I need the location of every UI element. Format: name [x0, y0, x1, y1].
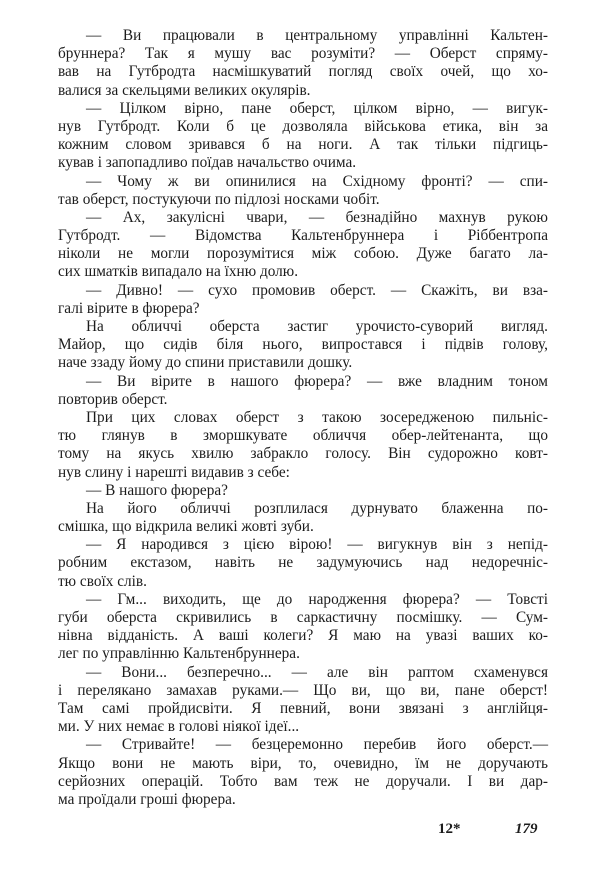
text-line: — Дивно! — сухо промовив оберст. — Скажіть, ви вза-	[86, 281, 548, 299]
text-line: На його обличчі розплилася дурнувато блаженна по-	[86, 499, 548, 517]
text-line: — Гм... виходить, ще до народження фюрера? — Товсті	[86, 590, 548, 608]
text-line: кожним словом зривався б на ноги. А так тільки підгиць-	[58, 136, 548, 154]
text-line: Там самі пройдисвіти. Я певний, вони звязані з англійця-	[58, 699, 548, 717]
text-line: кував і запопадливо поїдав начальство очима.	[58, 154, 357, 172]
text-line: серйозних операцій. Тобто вам теж не доручали. І ви дар-	[58, 772, 548, 790]
text-line: сих шматків випадало на їхню долю.	[58, 263, 299, 281]
text-line: ма проїдали гроші фюрера.	[58, 790, 236, 808]
text-line: ніколи не могли порозумітися між собою. Дуже багато ла-	[58, 245, 548, 263]
text-line: ми. У них немає в голові ніякої ідеї...	[58, 718, 300, 736]
text-line: — Я народився з цією вірою! — вигукнув він з непід-	[86, 536, 548, 554]
text-line: повторив оберст.	[58, 390, 168, 408]
text-line: — Чому ж ви опинилися на Східному фронті? — спи-	[86, 172, 548, 190]
text-line: валися за скельцями великих окулярів.	[58, 81, 311, 99]
text-line: губи оберста скривились в саркастичну посмішку. — Сум-	[58, 609, 548, 626]
text-line: і перелякано замахав руками.— Що ви, що ви, пане оберст!	[58, 681, 548, 699]
text-line: — В нашого фюрера?	[86, 481, 228, 499]
text-line: нівна відданість. А ваші колеги? Я маю на увазі ваших ко-	[58, 627, 548, 645]
text-line: лег по управлінню Кальтенбруннера.	[58, 645, 300, 663]
text-line: тому на якусь хвилю забракло голосу. Він судорожно ковт-	[58, 445, 548, 463]
text-line: робним екстазом, навіть не задумуючись над недоречніс-	[58, 554, 548, 572]
text-line: — Вони... безперечно... — але він раптом схаменувся	[86, 663, 548, 681]
page-body-text	[58, 27, 548, 809]
printer-signature-mark: 12*	[438, 821, 461, 837]
text-line: тю глянув в зморшкувате обличчя обер-лейтенанта, що	[58, 427, 548, 445]
text-line: наче ззаду йому до спини приставили дошку.	[58, 354, 353, 372]
text-line: нув слину і нарешті видавив з себе:	[58, 463, 290, 481]
text-line: Якщо вони не мають віри, то, очевидно, їм не доручають	[58, 754, 548, 772]
text-line: нув Гутбродт. Коли б це дозволяла військова етика, він за	[58, 117, 548, 135]
text-line: тав оберст, постукуючи по підлозі носками чобіт.	[58, 190, 380, 208]
text-line: смішка, що відкрила великі жовті зуби.	[58, 518, 314, 536]
text-line: — Ви вірите в нашого фюрера? — вже владним тоном	[86, 372, 548, 390]
text-line: На обличчі оберста застиг урочисто-суворий вигляд.	[86, 318, 548, 335]
text-line: — Стривайте! — безцеремонно перебив його оберст.—	[86, 736, 548, 754]
text-line: Майор, що сидів біля нього, випростався і підвів голову,	[58, 336, 548, 354]
text-line: — Ви працювали в центральному управлінні Кальтен-	[86, 27, 548, 44]
text-line: бруннера? Так я мушу вас розуміти? — Оберст спряму-	[58, 45, 548, 63]
text-line: тю своїх слів.	[58, 572, 147, 590]
page-number: 179	[515, 821, 538, 837]
text-line: — Ах, закулісні чвари, — безнадійно махнув рукою	[86, 208, 548, 226]
text-line: Гутбродт. — Відомства Кальтенбруннера і Ріббентропа	[58, 227, 548, 245]
text-line: галі вірите в фюрера?	[58, 299, 200, 317]
text-line: — Цілком вірно, пане оберст, цілком вірно, — вигук-	[86, 99, 548, 117]
text-line: вав на Гутбродта насмішкуватий погляд своїх очей, що хо-	[58, 63, 548, 81]
text-line: При цих словах оберст з такою зосередженою пильніс-	[86, 408, 548, 426]
